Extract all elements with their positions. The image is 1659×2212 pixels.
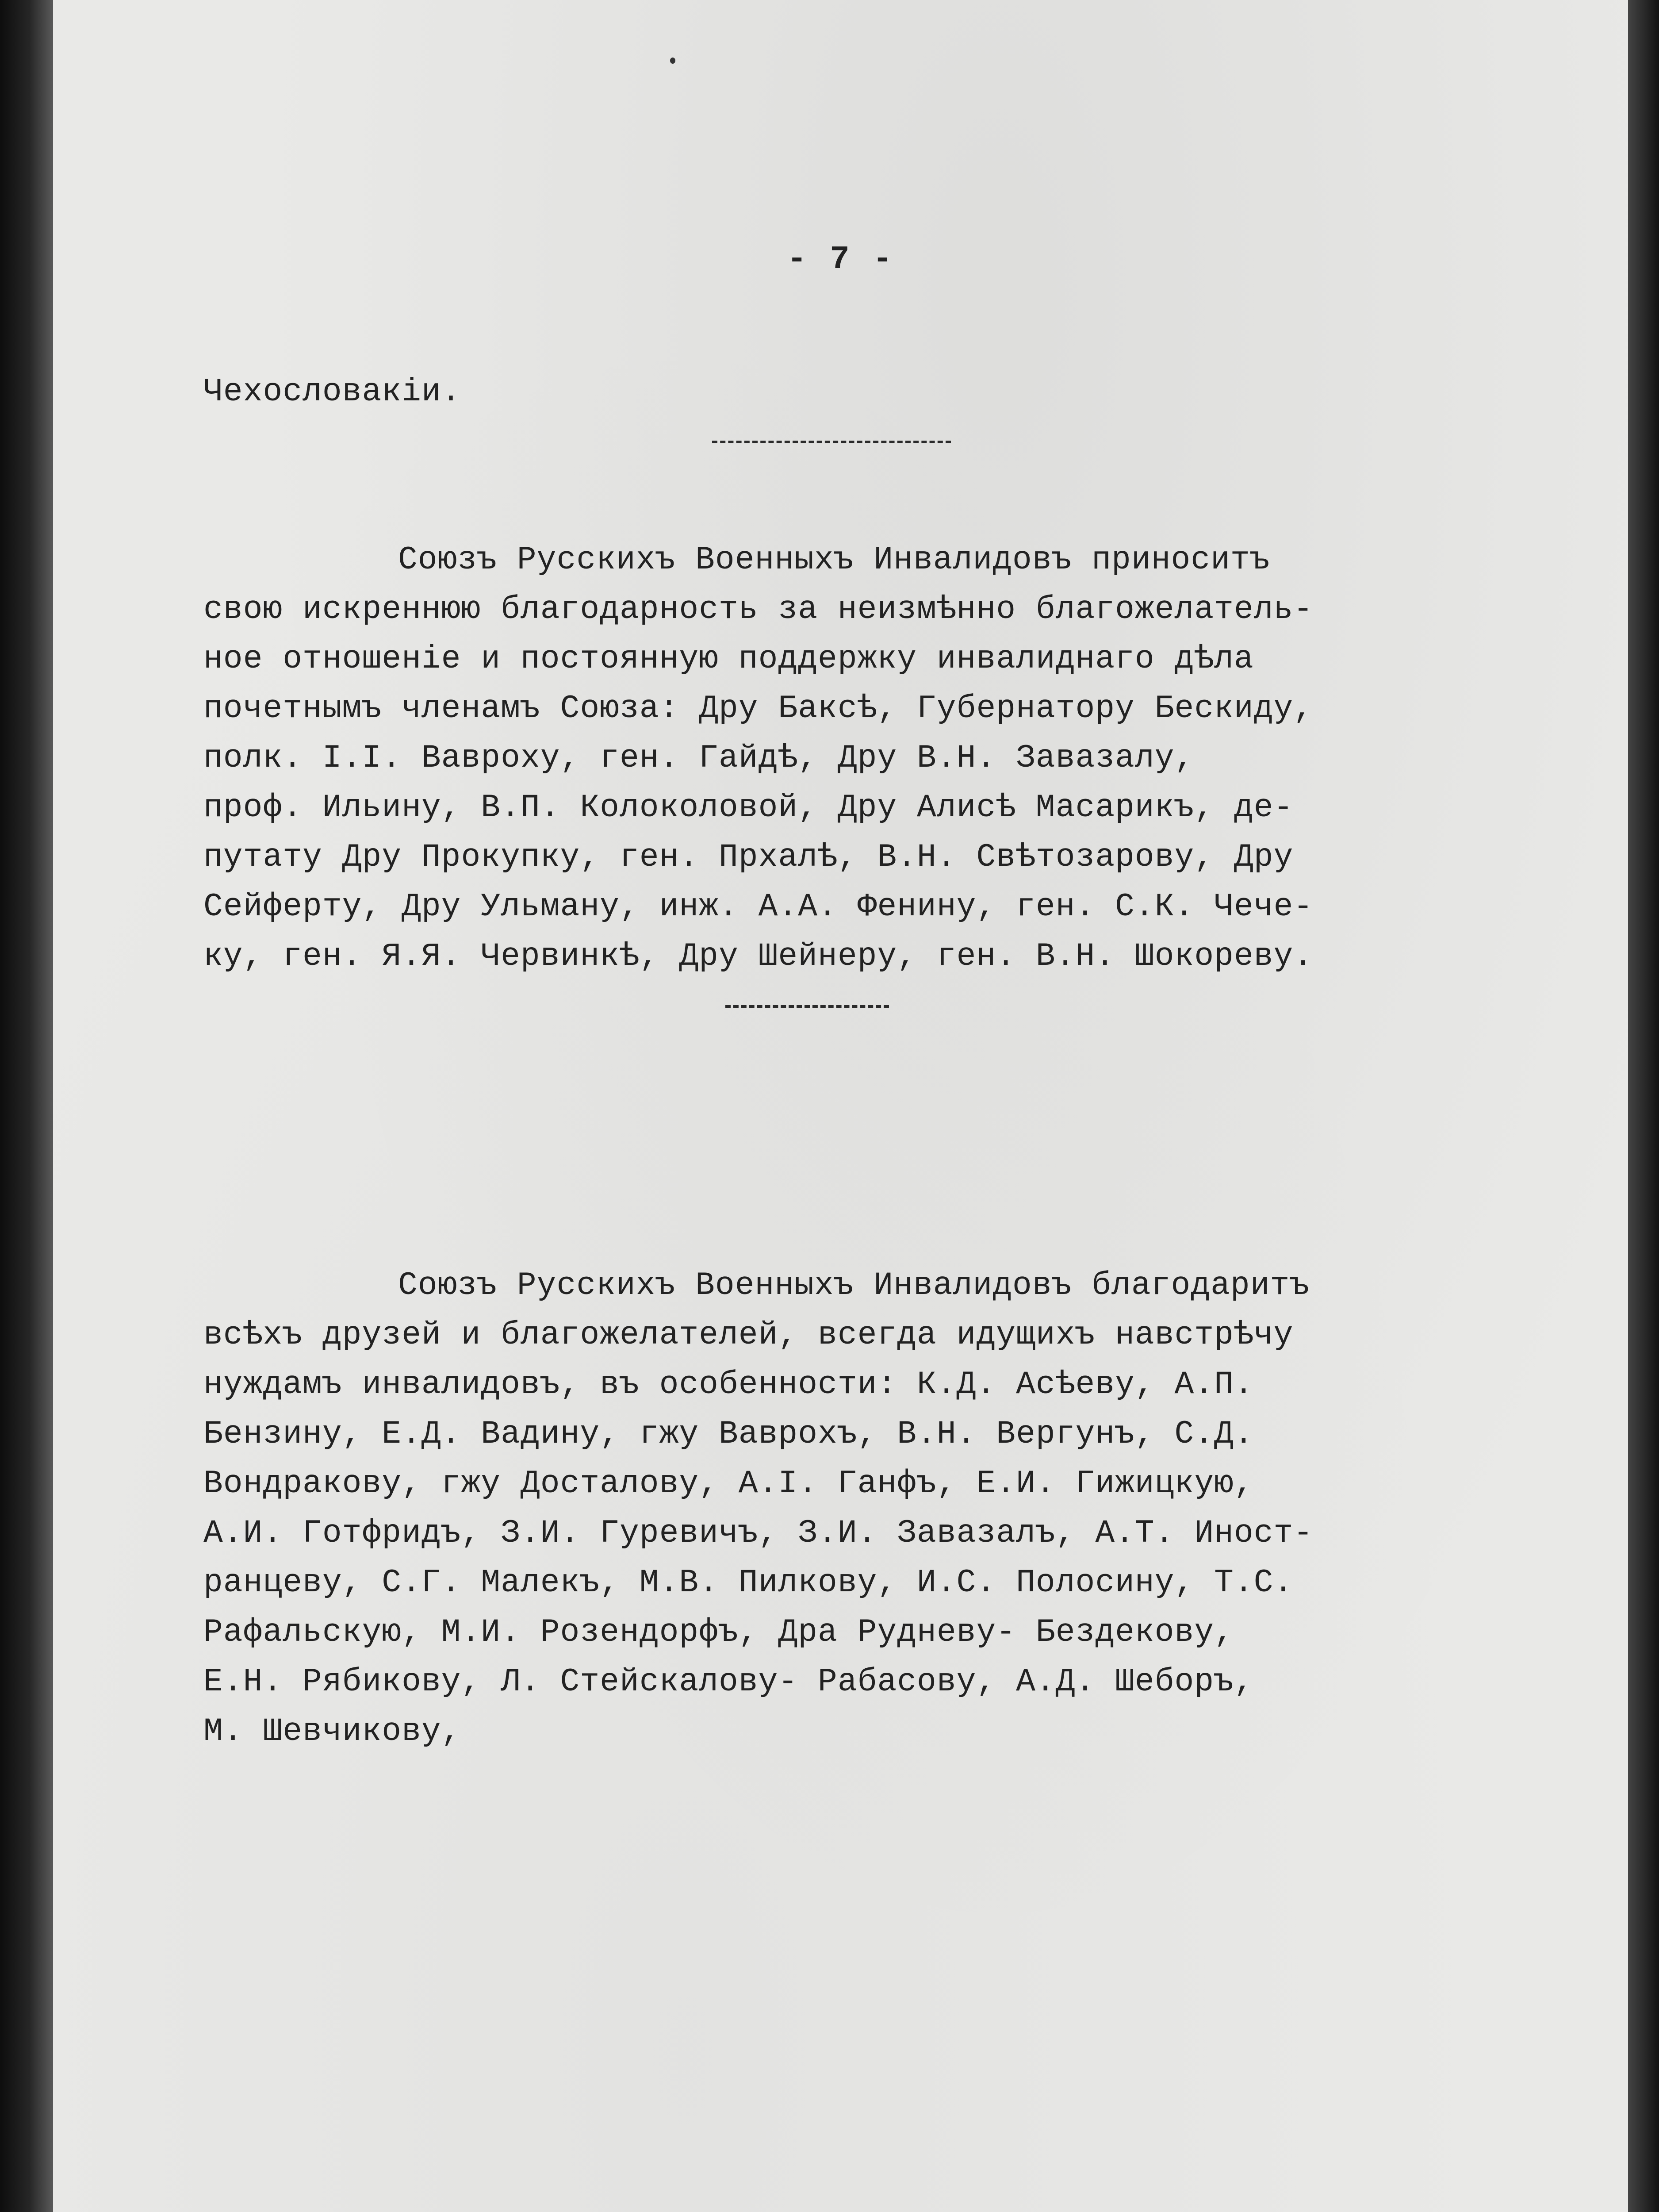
paragraph-line: А.И. Готфридъ, З.И. Гуревичъ, З.И. Завазалъ, А.Т. Иност-: [203, 1515, 1314, 1551]
paragraph-line: ранцеву, С.Г. Малекъ, М.В. Пилкову, И.С. Полосину, Т.С.: [203, 1564, 1294, 1601]
paragraph-line: всѣхъ друзей и благожелателей, всегда идущихъ навстрѣчу: [203, 1317, 1294, 1353]
paragraph-line: М. Шевчикову,: [203, 1713, 461, 1750]
scan-speck: [670, 58, 675, 64]
paragraph-line: Союзъ Русскихъ Военныхъ Инвалидовъ приноситъ: [398, 541, 1270, 578]
gratitude-paragraph-friends: [203, 1261, 1442, 1756]
scan-border-right: [1628, 0, 1659, 2212]
paragraph-line: проф. Ильину, В.П. Колоколовой, Дру Алисѣ Масарикъ, де-: [203, 789, 1294, 826]
paragraph-line: Союзъ Русскихъ Военныхъ Инвалидовъ благодаритъ: [398, 1267, 1310, 1304]
paragraph-line: Бензину, Е.Д. Вадину, гжу Ваврохъ, В.Н. Вергунъ, С.Д.: [203, 1416, 1254, 1452]
paragraph-line: полк. І.І. Вавроху, ген. Гайдѣ, Дру В.Н. Завазалу,: [203, 740, 1195, 776]
paragraph-line: Сейферту, Дру Ульману, инж. А.А. Фенину, ген. С.К. Чече-: [203, 888, 1314, 925]
paragraph-line: ку, ген. Я.Я. Червинкѣ, Дру Шейнеру, ген. В.Н. Шокореву.: [203, 938, 1314, 975]
scan-border-left: [0, 0, 53, 2212]
paragraph-line: Е.Н. Рябикову, Л. Стейскалову- Рабасову, А.Д. Шеборъ,: [203, 1663, 1254, 1700]
paragraph-line: свою искреннюю благодарность за неизмѣнно благожелатель-: [203, 591, 1314, 628]
paragraph-line: Вондракову, гжу Досталову, А.І. Ганфъ, Е.И. Гижицкую,: [203, 1465, 1254, 1502]
paragraph-line: Рафальскую, М.И. Розендорфъ, Дра Рудневу- Бездекову,: [203, 1614, 1234, 1651]
section-separator-2: [203, 981, 1442, 1031]
paragraph-line: путату Дру Прокупку, ген. Прхалѣ, В.Н. Свѣтозарову, Дру: [203, 839, 1294, 876]
paragraph-line: почетнымъ членамъ Союза: Дру Баксѣ, Губернатору Бескиду,: [203, 690, 1314, 727]
section-separator-1: [203, 417, 1442, 466]
paragraph-line: ное отношеніе и постоянную поддержку инвалиднаго дѣла: [203, 641, 1254, 677]
continued-text-line: Чехословакіи.: [203, 373, 461, 410]
intro-block: [203, 367, 1442, 466]
page-number: - 7 -: [787, 241, 894, 278]
paragraph-line: нуждамъ инвалидовъ, въ особенности: К.Д. Асѣеву, А.П.: [203, 1366, 1254, 1403]
gratitude-paragraph-honorary: [203, 535, 1442, 1031]
document-page: [53, 0, 1628, 2212]
